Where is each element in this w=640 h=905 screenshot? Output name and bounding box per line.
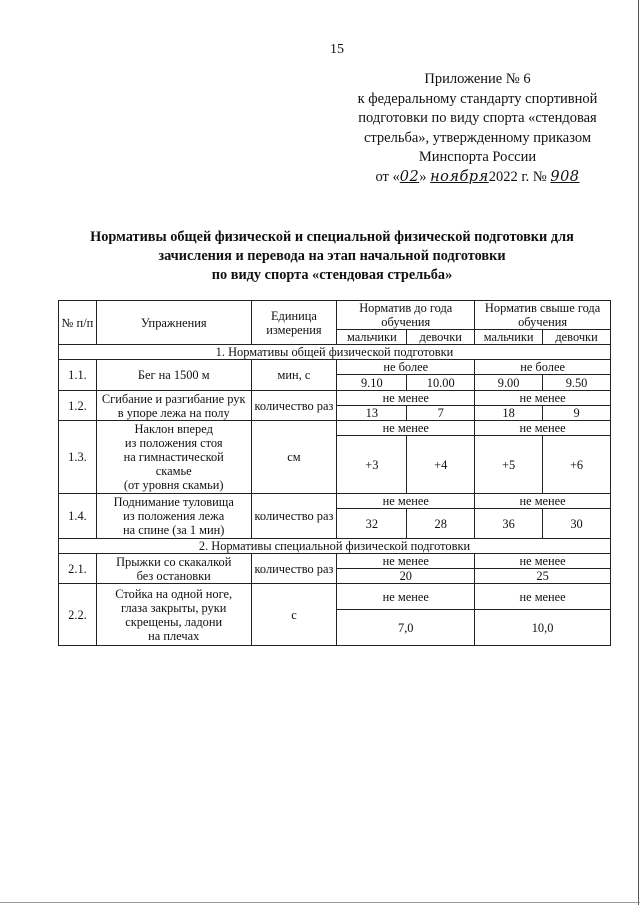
- value-cell: +3: [337, 436, 407, 494]
- row-condition: не менее: [337, 554, 475, 569]
- row-num: 1.1.: [59, 360, 97, 391]
- section-title: 2. Нормативы специальной физической подготовки: [59, 539, 611, 554]
- exercise-line: без остановки: [136, 568, 211, 583]
- exercise-line: глаза закрыты, руки: [121, 600, 227, 615]
- title-line: Нормативы общей физической и специальной физической подготовки для: [90, 229, 574, 245]
- value-cell: 9: [543, 406, 611, 421]
- row-exercise: [96, 421, 251, 494]
- date-mid: »: [419, 168, 431, 185]
- row-unit: мин, с: [251, 360, 337, 391]
- row-exercise: [96, 584, 251, 646]
- row-exercise: [96, 494, 251, 539]
- value-cell: 9.50: [543, 375, 611, 391]
- appendix-line: Приложение № 6: [424, 71, 531, 87]
- date-prefix: от «: [375, 168, 400, 185]
- exercise-line: на гимнастической: [123, 450, 224, 464]
- value-cell: 32: [337, 509, 407, 539]
- row-condition: не менее: [337, 584, 475, 610]
- header-girls: девочки: [543, 330, 611, 345]
- exercise-line: на спине (за 1 мин): [123, 523, 225, 537]
- handwritten-month: ноября: [430, 168, 489, 185]
- value-cell: 9.10: [337, 375, 407, 391]
- header-girls: девочки: [407, 330, 475, 345]
- row-unit: с: [251, 584, 337, 646]
- value-cell: +6: [543, 436, 611, 494]
- value-cell: 7: [407, 406, 475, 421]
- row-condition: не менее: [475, 554, 611, 569]
- header-boys: мальчики: [475, 330, 543, 345]
- row-condition: не менее: [475, 421, 611, 436]
- exercise-line: из положения стоя: [124, 436, 223, 450]
- scan-edge-bottom: [0, 902, 640, 903]
- row-condition: не менее: [337, 494, 475, 509]
- value-cell: 9.00: [475, 375, 543, 391]
- row-num: 1.3.: [59, 421, 97, 494]
- row-unit: см: [251, 421, 337, 494]
- row-condition: не менее: [337, 391, 475, 406]
- section-title: 1. Нормативы общей физической подготовки: [59, 345, 611, 360]
- appendix-line: к федеральному стандарту спортивной: [357, 90, 598, 107]
- appendix-line: Минспорта России: [418, 149, 537, 165]
- header-boys: мальчики: [337, 330, 407, 345]
- value-cell: +5: [475, 436, 543, 494]
- exercise-line: Поднимание туловища: [113, 495, 234, 509]
- row-exercise: Бег на 1500 м: [96, 360, 251, 391]
- page-number: 15: [330, 42, 344, 57]
- value-cell: 10.00: [407, 375, 475, 391]
- value-cell: 7,0: [337, 610, 475, 646]
- header-num: № п/п: [59, 301, 97, 345]
- row-condition: не более: [475, 360, 611, 375]
- exercise-line: Наклон вперед: [134, 422, 213, 436]
- row-unit: количество раз: [251, 391, 337, 421]
- value-cell: 30: [543, 509, 611, 539]
- year-text: 2022 г. №: [488, 168, 551, 185]
- exercise-line: скамье: [155, 464, 192, 478]
- exercise-line: на плечах: [148, 628, 200, 643]
- row-condition: не менее: [475, 391, 611, 406]
- exercise-line: из положения лежа: [123, 509, 225, 523]
- header-unit: Единица измерения: [251, 301, 337, 345]
- row-num: 1.2.: [59, 391, 97, 421]
- row-unit: количество раз: [251, 554, 337, 584]
- document-title: [62, 228, 602, 285]
- row-exercise: Сгибание и разгибание рук в упоре лежа на полу: [96, 391, 251, 421]
- order-date-line: [345, 168, 610, 188]
- row-unit: количество раз: [251, 494, 337, 539]
- header-group-after-first-year: Норматив свыше года обучения: [475, 301, 611, 330]
- value-cell: 10,0: [475, 610, 611, 646]
- header-group-first-year: Норматив до года обучения: [337, 301, 475, 330]
- appendix-line: стрельба», утвержденному приказом: [363, 129, 592, 146]
- handwritten-order-number: 908: [550, 168, 580, 185]
- row-condition: не менее: [475, 584, 611, 610]
- value-cell: 13: [337, 406, 407, 421]
- row-num: 2.2.: [59, 584, 97, 646]
- value-cell: 36: [475, 509, 543, 539]
- row-condition: не менее: [475, 494, 611, 509]
- value-cell: 25: [475, 569, 611, 584]
- value-cell: 18: [475, 406, 543, 421]
- appendix-header: [345, 70, 610, 187]
- value-cell: 28: [407, 509, 475, 539]
- header-exercise: Упражнения: [96, 301, 251, 345]
- row-exercise: [96, 554, 251, 584]
- exercise-line: скрещены, ладони: [125, 614, 223, 629]
- exercise-line: Стойка на одной ноге,: [115, 586, 233, 601]
- handwritten-day: 02: [399, 168, 420, 185]
- title-line: зачисления и перевода на этап начальной подготовки: [158, 248, 506, 264]
- row-num: 1.4.: [59, 494, 97, 539]
- exercise-line: (от уровня скамьи): [123, 478, 224, 492]
- value-cell: +4: [407, 436, 475, 494]
- appendix-line: подготовки по виду спорта «стендовая: [358, 110, 597, 126]
- row-num: 2.1.: [59, 554, 97, 584]
- title-line: по виду спорта «стендовая стрельба»: [211, 267, 453, 283]
- scan-edge-right: [638, 0, 640, 905]
- value-cell: 20: [337, 569, 475, 584]
- row-condition: не менее: [337, 421, 475, 436]
- exercise-line: Прыжки со скакалкой: [116, 554, 232, 569]
- norms-table: [58, 300, 611, 646]
- row-condition: не более: [337, 360, 475, 375]
